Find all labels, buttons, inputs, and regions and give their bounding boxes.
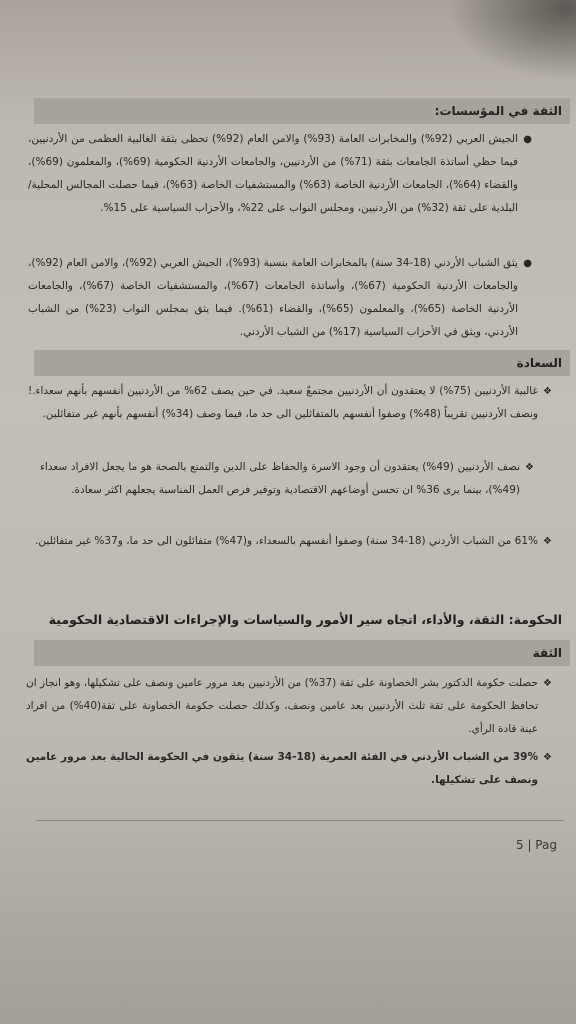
happiness-bullet-1-text: غالبية الأردنيين (75%) لا يعتقدون أن الأردنيين مجتمعٌ سعيد. في حين يصف 62% من الأردنيين أنفسهم بأنهم سعداء.! ونصف الأردنيين تقريباً (48%) وصفوا أنفسهم بالمتفائلين الى حد ما، فيما وصف (34%) أنفسهم بأنهم غير متفائلين. [28,385,538,420]
diamond-bullet-icon: ❖ [543,386,552,397]
bullet-dot-icon: ● [523,258,532,269]
section-title-government-trust: الثقة [532,646,562,660]
trust-bullet-2-text: يثق الشباب الأردني (18-34 سنة) بالمخابرات العامة بنسبة (93%)، الجيش العربي (92%)، والامن العام (92%)، والجامعات الأردنية الحكومية (67%)، وأساتذة الجامعات (67%)، والمستشفيات الخاصة (67%)، والجامعات الأردنية الخاصة (65%)، والمعلمون (65%)، والقضاء (61%). فيما يثق بمجلس النواب (23%) من الشباب الأردني، ويثق في الأحزاب السياسية (17%) من الشباب الأردني. [28,257,518,338]
trust-bullet-1-text: الجيش العربي (92%) والمخابرات العامة (93%) والامن العام (92%) تحظى بثقة الغالبية العظمى من الأردنيين، فيما حظي أساتذة الجامعات بثقة (71%) من الأردنيين، والجامعات الأردنية الحكومية (69%)، والمعلمون (69%)، والقضاء (64%)، الجامعات الأردنية الخاصة (63%) والمستشفيات الخاصة (63%)، فيما حصلت المجالس المحلية/البلدية على ثقة (32%) من الأردنيين، ومجلس النواب على 22%، والأحزاب السياسية على 15%. [28,133,518,214]
government-bullet-1 [26,672,552,741]
diamond-bullet-icon: ❖ [543,752,552,763]
diamond-bullet-icon: ❖ [543,536,552,547]
page-corner-shadow [446,0,576,80]
bullet-dot-icon: ● [523,134,532,145]
government-bullet-2-text: 39% من الشباب الأردني في الفئة العمرية (18-34 سنة) يثقون في الحكومة الحالية بعد مرور عامين ونصف على تشكيلها. [26,751,538,786]
happiness-bullet-1 [28,380,552,426]
government-bullet-1-text: حصلت حكومة الدكتور بشر الخصاونة على ثقة (37%) من الأردنيين بعد مرور عامين ونصف على تشكيلها، وهو انجاز ان تحافظ الحكومة على ثقة ثلث الأردنيين بعد عامين ونصف، وكذلك حصلت حكومة الخصاونة على ثقة(40%) من افراد عينة قادة الرأي. [26,677,538,735]
page-number: 5 | Pag [516,838,557,852]
government-heading: الحكومة: الثقة، والأداء، اتجاه سير الأمور والسياسات والإجراءات الاقتصادية الحكومية [48,612,562,627]
happiness-bullet-3 [28,530,552,553]
footer-rule [36,820,564,821]
section-band-trust-institutions [34,98,570,124]
happiness-bullet-3-text: 61% من الشباب الأردني (18-34 سنة) وصفوا أنفسهم بالسعداء، و(47%) متفائلون الى حد ما، و37% غير متفائلين. [35,535,538,547]
government-bullet-2 [26,746,552,792]
trust-bullet-1 [28,128,532,220]
diamond-bullet-icon: ❖ [543,678,552,689]
section-title-trust-institutions: الثقة في المؤسسات: [434,104,562,118]
trust-bullet-2 [28,252,532,344]
section-title-happiness: السعادة [516,356,562,370]
section-band-government-trust [34,640,570,666]
diamond-bullet-icon: ❖ [525,462,534,473]
happiness-bullet-2 [40,456,534,502]
happiness-bullet-2-text: نصف الأردنيين (49%) يعتقدون أن وجود الاسرة والحفاظ على الدين والتمتع بالصحة هو ما يجعل الافراد سعداء (49%)، بينما يرى 36% ان تحسن أوضاعهم الاقتصادية وتوفير فرص العمل المناسبة يجعلهم اكثر سعادة. [40,461,520,496]
section-band-happiness [34,350,570,376]
